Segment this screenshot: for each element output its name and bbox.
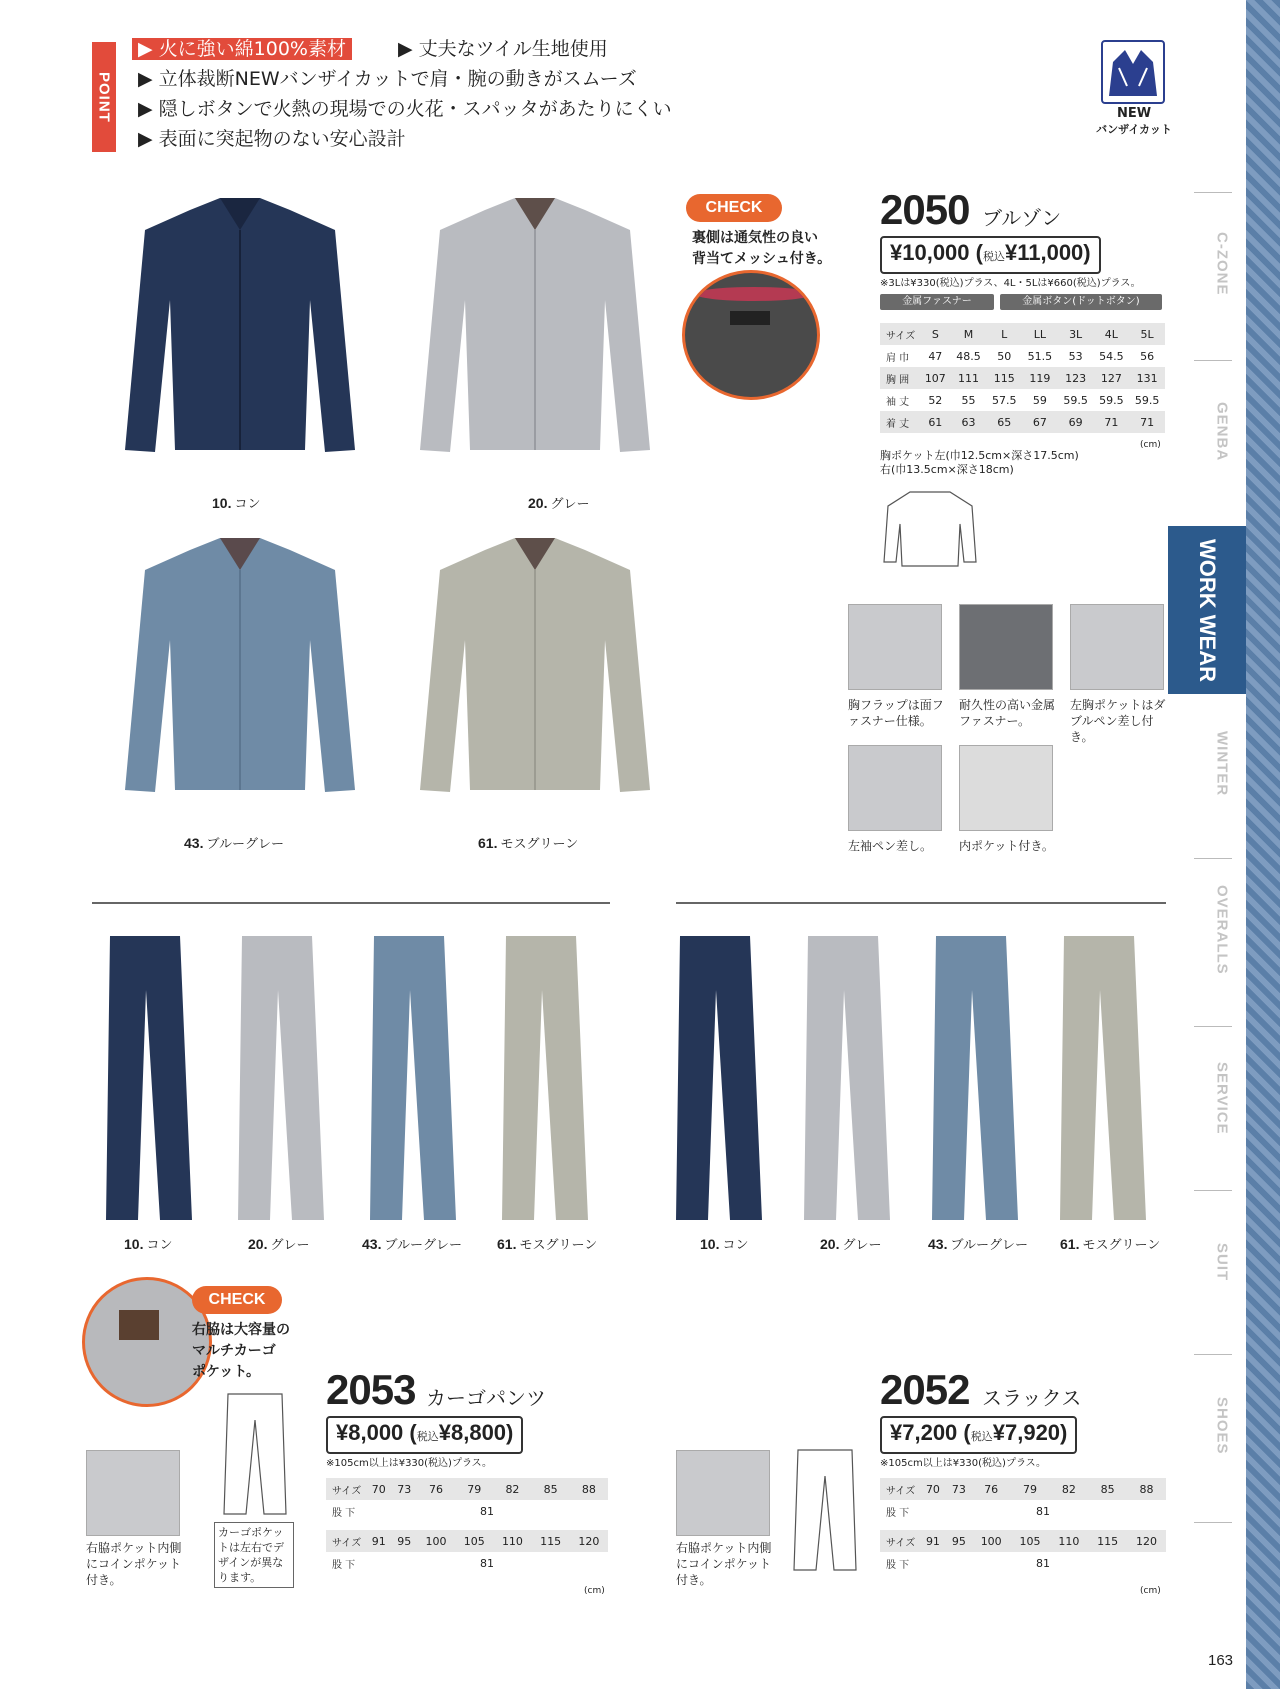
- side-divider: [1194, 1190, 1232, 1191]
- cargo-pants-images: [100, 930, 660, 1230]
- detail-caption-inner-pocket: 内ポケット付き。: [959, 839, 1054, 853]
- side-tab-overalls[interactable]: OVERALLS: [1213, 885, 1231, 975]
- slacks-sketch: [790, 1446, 860, 1576]
- banzai-cut-label: NEW バンザイカット: [1096, 106, 1172, 136]
- slacks-coin-note: 右脇ポケット内側にコインポケット付き。: [676, 1541, 772, 1587]
- page-number: 163: [1208, 1652, 1234, 1669]
- slacks-navy: [676, 936, 762, 1220]
- detail-image-pen-pocket: [1070, 604, 1164, 690]
- slacks-caption-bluegray: 43. ブルーグレー: [928, 1236, 1028, 1253]
- side-tab-shoes[interactable]: SHOES: [1213, 1397, 1231, 1455]
- cargo-pocket-note: カーゴポケットは左右でデザインが異なります。: [214, 1522, 294, 1588]
- divider-right: [676, 902, 1166, 904]
- check-text-cargo: 右脇は大容量の マルチカーゴ ポケット。: [192, 1322, 290, 1380]
- slacks-images: [670, 930, 1170, 1230]
- slacks-price: ¥7,200 (税込¥7,920): [880, 1416, 1077, 1454]
- jacket-image-mossgreen: [415, 530, 655, 830]
- side-divider: [1194, 1354, 1232, 1355]
- jacket-price-note: ※3Lは¥330(税込)プラス、4L・5Lは¥660(税込)プラス。: [880, 278, 1141, 289]
- cargo-size-table: サイズ 70 73 76 79 82 85 88 股 下 81 サイズ 91 95 100 105 110 115 120 股 下 81: [326, 1478, 608, 1574]
- mesh-detail-image: [682, 270, 820, 400]
- detail-image-sleeve-pen: [848, 745, 942, 831]
- cargo-pants-navy: [106, 936, 192, 1220]
- cargo-caption-mossgreen: 61. モスグリーン: [497, 1236, 598, 1253]
- jacket-price: ¥10,000 (税込¥11,000): [880, 236, 1101, 274]
- slacks-size-table: サイズ 70 73 76 79 82 85 88 股 下 81 サイズ 91 95 100 105 110 115 120 股 下 81: [880, 1478, 1166, 1574]
- cargo-price: ¥8,000 (税込¥8,800): [326, 1416, 523, 1454]
- jacket-image-navy: [120, 190, 360, 490]
- side-tab-service[interactable]: SERVICE: [1213, 1061, 1231, 1135]
- cargo-unit: (cm): [584, 1586, 605, 1596]
- detail-image-inner-pocket: [959, 745, 1053, 831]
- slacks-price-note: ※105cm以上は¥330(税込)プラス。: [880, 1458, 1046, 1469]
- cargo-pants-bluegray: [370, 936, 456, 1220]
- slacks-coin-pocket-image: [676, 1450, 770, 1536]
- jacket-product-name: ブルゾン: [982, 206, 1062, 230]
- side-tab-work-wear[interactable]: WORK WEAR: [1168, 526, 1246, 694]
- slacks-caption-navy: 10. コン: [700, 1236, 749, 1253]
- cargo-pants-gray: [238, 936, 324, 1220]
- detail-image-zipper: [959, 604, 1053, 690]
- slacks-product-name: スラックス: [982, 1386, 1082, 1410]
- cargo-product-number: 2053: [326, 1366, 416, 1413]
- cargo-caption-navy: 10. コン: [124, 1236, 173, 1253]
- jacket-caption-mossgreen: 61. モスグリーン: [478, 835, 579, 852]
- cargo-pants-mossgreen: [502, 936, 588, 1220]
- jacket-caption-bluegray: 43. ブルーグレー: [184, 835, 284, 852]
- side-tab-c-zone[interactable]: C-ZONE: [1213, 232, 1231, 296]
- point-item-3: ▶ 立体裁断NEWバンザイカットで肩・腕の動きがスムーズ: [138, 68, 637, 90]
- side-divider: [1194, 360, 1232, 361]
- jacket-size-table: サイズ S M L LL 3L 4L 5L 肩 巾 47 48.5 50 51.5 53 54.5 56 胸 囲 107 111 115 119 123 127 131 袖 丈 52 55 57.5 59 59.5 59.5 59.5 着 丈 61 63 65 67 69 71 71: [880, 323, 1165, 433]
- slacks-caption-gray: 20. グレー: [820, 1236, 882, 1253]
- side-divider: [1194, 1522, 1232, 1523]
- detail-image-flap: [848, 604, 942, 690]
- detail-caption-flap: 胸フラップは面ファスナー仕様。: [848, 698, 944, 728]
- divider-left: [92, 902, 610, 904]
- check-text-mesh: 裏側は通気性の良い 背当てメッシュ付き。: [692, 230, 832, 267]
- jacket-caption-navy: 10. コン: [212, 495, 261, 512]
- jacket-unit: (cm): [1140, 440, 1161, 450]
- cargo-pants-sketch: [220, 1390, 290, 1520]
- slacks-product-number: 2052: [880, 1366, 970, 1413]
- slacks-bluegray: [932, 936, 1018, 1220]
- jacket-image-gray: [415, 190, 655, 490]
- cargo-product-name: カーゴパンツ: [426, 1386, 546, 1410]
- side-divider: [1194, 192, 1232, 193]
- cargo-coin-note: 右脇ポケット内側にコインポケット付き。: [86, 1541, 182, 1587]
- jacket-product-number: 2050: [880, 186, 970, 233]
- point-item-1: ▶ 火に強い綿100%素材: [132, 34, 352, 64]
- detail-caption-pen-pocket: 左胸ポケットはダブルペン差し付き。: [1070, 698, 1166, 744]
- jacket-image-bluegray: [120, 530, 360, 830]
- side-stripe: [1246, 0, 1280, 1689]
- detail-caption-sleeve-pen: 左袖ペン差し。: [848, 839, 933, 853]
- slacks-mossgreen: [1060, 936, 1146, 1220]
- check-badge-mesh: CHECK: [686, 194, 782, 222]
- detail-caption-zipper: 耐久性の高い金属ファスナー。: [959, 698, 1056, 728]
- side-tab-suit[interactable]: SUIT: [1213, 1242, 1231, 1282]
- cargo-coin-pocket-image: [86, 1450, 180, 1536]
- banzai-cut-icon: [1101, 40, 1165, 104]
- slacks-unit: (cm): [1140, 1586, 1161, 1596]
- side-tab-genba[interactable]: GENBA: [1213, 402, 1231, 462]
- point-item-2: ▶ 丈夫なツイル生地使用: [398, 38, 608, 60]
- point-item-5: ▶ 表面に突起物のない安心設計: [138, 128, 406, 150]
- jacket-pocket-note-1: 胸ポケット左(巾12.5cm×深さ17.5cm): [880, 449, 1079, 462]
- point-item-4: ▶ 隠しボタンで火熱の現場での火花・スパッタがあたりにくい: [138, 98, 672, 120]
- side-tab-winter[interactable]: WINTER: [1213, 731, 1231, 797]
- slacks-gray: [804, 936, 890, 1220]
- cargo-caption-gray: 20. グレー: [248, 1236, 310, 1253]
- cargo-caption-bluegray: 43. ブルーグレー: [362, 1236, 462, 1253]
- jacket-badge-zipper: 金属ファスナー: [880, 294, 994, 310]
- check-badge-cargo: CHECK: [192, 1286, 282, 1314]
- point-tag: POINT: [92, 42, 116, 152]
- side-divider: [1194, 1026, 1232, 1027]
- slacks-caption-mossgreen: 61. モスグリーン: [1060, 1236, 1161, 1253]
- jacket-badge-button: 金属ボタン(ドットボタン): [1000, 294, 1162, 310]
- jacket-back-sketch: [880, 484, 980, 574]
- jacket-pocket-note-2: 右(巾13.5cm×深さ18cm): [880, 463, 1014, 476]
- cargo-price-note: ※105cm以上は¥330(税込)プラス。: [326, 1458, 492, 1469]
- side-divider: [1194, 858, 1232, 859]
- jacket-caption-gray: 20. グレー: [528, 495, 590, 512]
